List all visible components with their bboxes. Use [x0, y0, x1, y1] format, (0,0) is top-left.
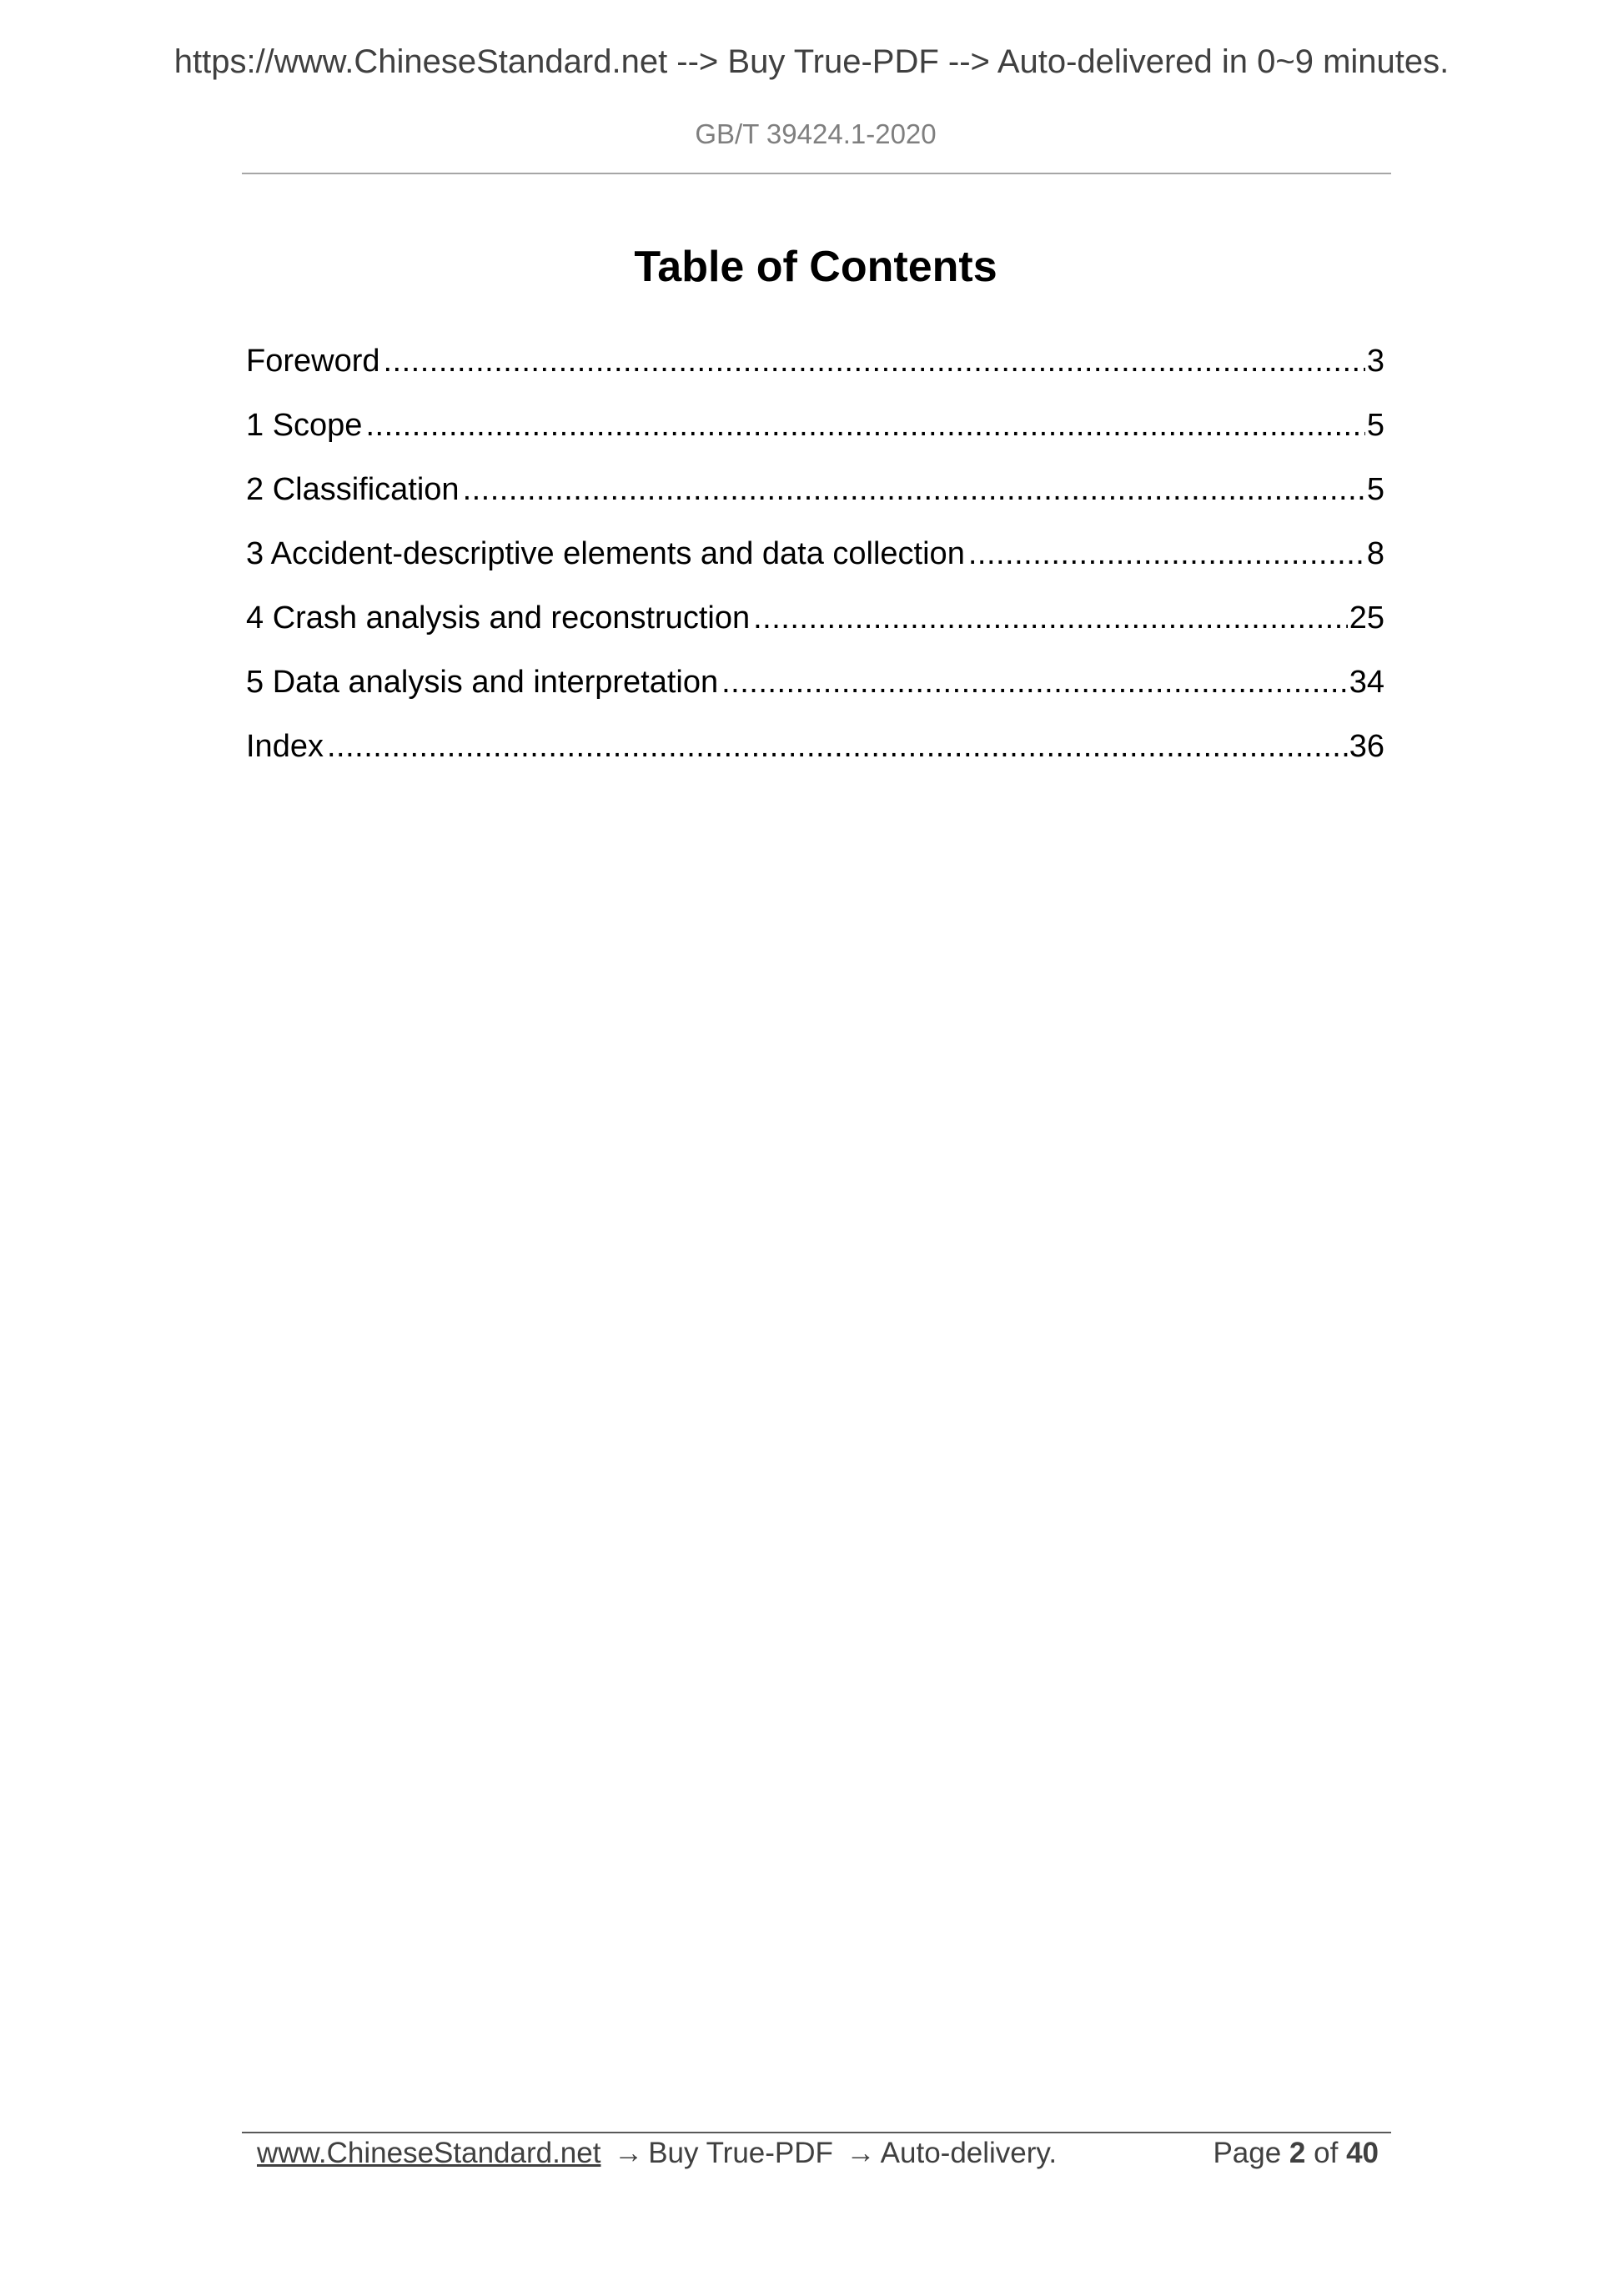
- page-footer: [257, 2137, 1379, 2178]
- toc-entry-classification[interactable]: [246, 472, 1384, 536]
- toc-entry-label: 2 Classification: [246, 472, 460, 507]
- toc-entry-data-analysis[interactable]: [246, 665, 1384, 729]
- toc-entry-foreword[interactable]: [246, 344, 1384, 408]
- toc-entry-page: 25: [1349, 600, 1384, 636]
- footer-divider: [242, 2132, 1391, 2133]
- toc-entry-label: 5 Data analysis and interpretation: [246, 665, 719, 700]
- toc-entry-page: 3: [1366, 344, 1384, 379]
- page-word: Page: [1213, 2137, 1282, 2169]
- top-banner-link[interactable]: https://www.ChineseStandard.net --> Buy True-PDF --> Auto-delivered in 0~9 minutes.: [173, 43, 1450, 80]
- toc-entry-page: 5: [1366, 408, 1384, 443]
- toc-entry-label: 3 Accident-descriptive elements and data collection: [246, 536, 965, 571]
- dot-leader: [365, 408, 1364, 444]
- page-number: [1213, 2137, 1379, 2170]
- footer-promo: [257, 2137, 1057, 2170]
- of-word: of: [1314, 2137, 1339, 2169]
- document-code: GB/T 39424.1-2020: [695, 118, 937, 149]
- arrow-right-icon: →: [846, 2137, 876, 2169]
- dot-leader: [327, 729, 1348, 765]
- toc-entry-label: Index: [246, 729, 324, 764]
- toc-entry-crash-analysis[interactable]: [246, 600, 1384, 665]
- header-divider: [242, 173, 1391, 174]
- dot-leader: [721, 665, 1348, 701]
- toc-entry-index[interactable]: [246, 729, 1384, 793]
- toc-entry-label: 4 Crash analysis and reconstruction: [246, 600, 751, 636]
- toc-entry-page: 34: [1349, 665, 1384, 700]
- page-title: Table of Contents: [634, 243, 997, 291]
- footer-site-link[interactable]: www.ChineseStandard.net: [257, 2137, 601, 2169]
- toc-entry-page: 5: [1366, 472, 1384, 507]
- current-page-number: 2: [1289, 2137, 1306, 2169]
- toc-entry-page: 36: [1349, 729, 1384, 764]
- toc-entry-accident-descriptive-elements[interactable]: [246, 536, 1384, 600]
- total-pages-number: 40: [1346, 2137, 1379, 2169]
- dot-leader: [968, 536, 1365, 572]
- arrow-right-icon: →: [614, 2137, 644, 2169]
- dot-leader: [463, 472, 1365, 508]
- toc-entry-label: 1 Scope: [246, 408, 363, 443]
- dot-leader: [384, 344, 1365, 379]
- footer-delivery-text: Auto-delivery.: [880, 2137, 1058, 2169]
- toc-entry-page: 8: [1366, 536, 1384, 571]
- footer-buy-text: Buy True-PDF: [648, 2137, 833, 2169]
- toc-entry-scope[interactable]: [246, 408, 1384, 472]
- toc-entry-label: Foreword: [246, 344, 380, 379]
- dot-leader: [753, 600, 1348, 636]
- table-of-contents: [246, 344, 1384, 793]
